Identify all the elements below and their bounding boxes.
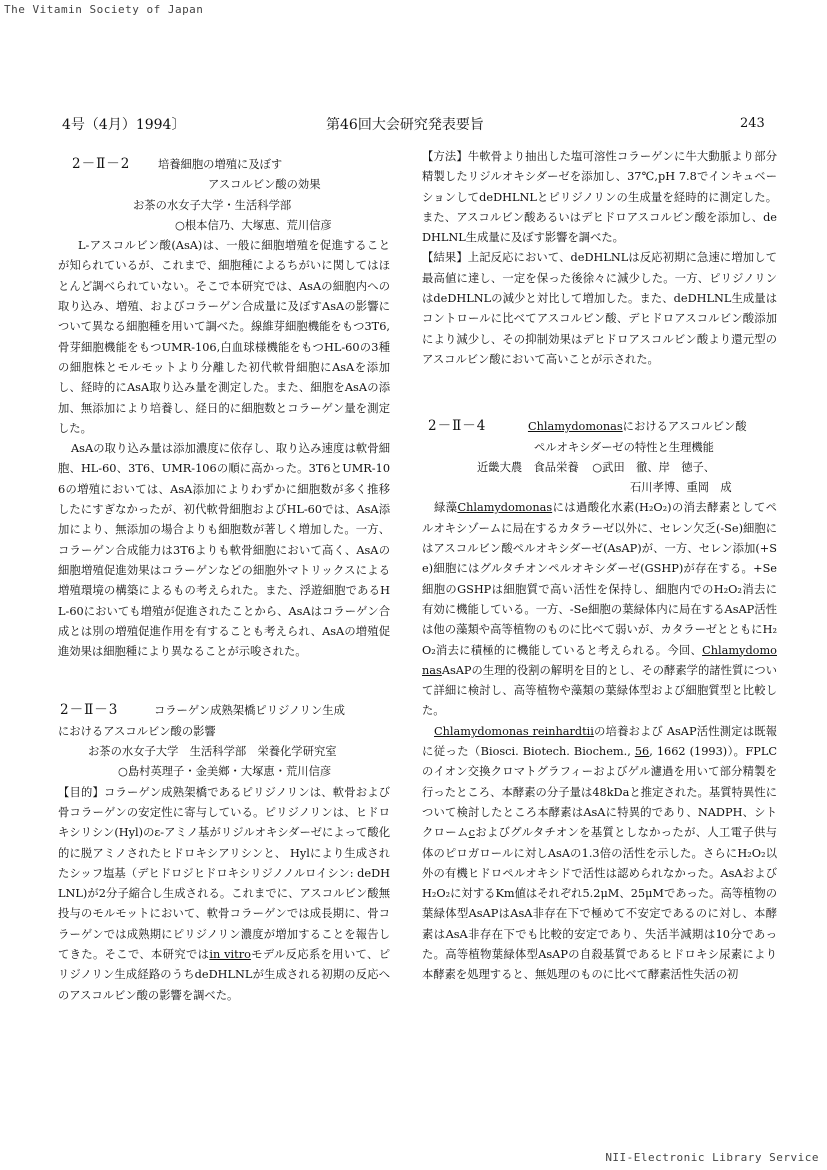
paragraph-text: には過酸化水素(H₂O₂)の消去酵素としてペルオキシゾームに局在するカタラーゼ以外に、セレン欠乏(-Se)細胞にはアスコルビン酸ペルオキシダーゼ(AsAP)が、一方、セレン添加(+Se)細胞にはグルタチオンペルオキシダーゼ(GSHP)が存在する。+Se細胞のGSHPは細胞質で高い活性を保持し、細胞内でのH₂O₂消去に有効に機能している。一方、-Se細胞の葉緑体内に局在するAsAP活性は他の藻類や高等植物のものに比べて弱いが、カタラーゼとともにH₂O₂消去に積極的に機能していると考えられる。今回、: [422, 501, 777, 657]
page-number: 243: [740, 116, 765, 131]
abstract-paragraph: 【結果】上記反応において、deDHLNLは反応初期に急速に増加して最高値に達し、一定を保った後徐々に減少した。一方、ピリジノリンはdeDHLNLの減少と対比して増加した。また、deDHLNL生成量はコントロールに比べてアスコルビン酸、デヒドロアスコルビン酸添加により減少し、その抑制効果はデヒドロアスコルビン酸より還元型のアスコルビン酸において高いことが示された。: [422, 251, 777, 366]
issue-header: 4号（4月）1994〕: [62, 117, 186, 133]
top-banner: The Vitamin Society of Japan: [4, 3, 204, 16]
affiliation: お茶の水女子大学・生活科学部: [133, 198, 292, 212]
paragraph-text: 【目的】コラーゲン成熟架橋であるピリジノリンは、軟骨および骨コラーゲンの安定性に寄与している。ピリジノリンは、ヒドロキシリシン(Hyl)のε-アミノ基がリジルオキシダーゼによって酸化的に脱アミノされたヒドロキシアリシンと、 Hylにより生成されたシッフ塩基（デヒドロジヒドロキシリジノノルロイシン: deDHLNL)が2分子縮合し生成される。これまでに、アスコルビン酸無投与のモルモットにおいて、軟骨コラーゲンでは成長期に、骨コラーゲンでは成熟期にピリジノリン濃度が増加することを報告してきた。そこで、本研究では: [58, 785, 390, 961]
left-column: [58, 154, 390, 1006]
abstract-title: におけるアスコルビン酸: [622, 420, 747, 434]
journal-header: 第46回大会研究発表要旨: [326, 117, 484, 133]
abstract-2-II-2: [58, 154, 390, 662]
abstract-number: 2－Ⅱ－2: [72, 156, 131, 172]
abstract-number: 2－Ⅱ－3: [60, 702, 119, 719]
abstract-paragraph: 【方法】牛軟骨より抽出した塩可溶性コラーゲンに牛大動脈より部分精製したリジルオキシダーゼを添加し、37℃,pH 7.8でインキュベーションしてdeDHLNLとピリジノリンの生成量を経時的に測定した。また、アスコルビン酸あるいはデヒドロアスコルビン酸を添加し、deDHLNL生成量に及ぼす影響を調べた。: [422, 150, 777, 245]
abstract-title-line-1: [422, 416, 777, 437]
right-column: [422, 147, 777, 986]
abstract-title-line-1: [58, 154, 390, 175]
abstract-title: コラーゲン成熟架橋ピリジノリン生成: [153, 704, 345, 718]
species-name: Chlamydomonas: [527, 420, 623, 434]
abstract-title: 培養細胞の増殖に及ぼす: [157, 158, 283, 171]
paragraph-text: モデル反応系を用いて、ピリジノリン生成経路のうちdeDHLNLが生成される初期の反応へのアスコルビン酸の影響を調べた。: [58, 947, 390, 1002]
volume-number: 56: [634, 745, 650, 759]
abstract-2-II-4: [422, 416, 777, 985]
abstract-title-line-2: アスコルビン酸の効果: [208, 178, 321, 192]
authors: ○根本信乃、大塚恵、荒川信彦: [175, 218, 332, 232]
abstract-title-line-1: [58, 700, 390, 721]
species-name: Chlamydomonas reinhardtii: [434, 724, 594, 738]
abstract-title-line-2: ペルオキシダーゼの特性と生理機能: [534, 440, 714, 454]
bottom-banner: NII-Electronic Library Service: [605, 1151, 819, 1164]
abstract-2-II-3: [58, 700, 390, 1005]
affiliation-line: [422, 458, 777, 478]
affiliation: 近畿大農 食品栄養: [477, 460, 579, 474]
abstract-paragraph: [422, 498, 777, 721]
paragraph-text: AsAPの生理的役割の解明を目的とし、その酵素学的諸性質について詳細に検討し、高等植物や藻類の葉緑体型および細胞質型と比較した。: [422, 663, 777, 718]
abstract-paragraph: L-アスコルビン酸(AsA)は、一般に細胞増殖を促進することが知られているが、これまで、細胞種によるちがいに関してはほとんど調べられていない。そこで本研究では、AsAの細胞内への取り込み、増殖、およびコラーゲン合成量に及ぼすAsAの影響について異なる細胞種を用いて調べた。線維芽細胞機能をもつ3T6,骨芽細胞機能をもつUMR-106,白血球様機能をもつHL-60の3種の細胞株とモルモットより分離した初代軟骨細胞にAsAを添加し、経時的にAsA取り込み量を測定した。また、細胞をAsAの添加、無添加により培養し、経日的に細胞数とコラーゲン量を測定した。: [58, 239, 390, 435]
abstract-number: 2－Ⅱ－4: [428, 418, 487, 435]
species-name: Chlamydomonas: [422, 643, 777, 677]
paragraph-text: およびグルタチオンを基質としなかったが、人工電子供与体のピロガロールに対しAsAの1.3倍の活性を示した。さらにH₂O₂以外の有機ヒドロペルオキシドで活性は認められなかった。AsAおよびH₂O₂に対するKm値はそれぞれ5.2μM、25μMであった。高等植物の葉緑体型AsAPはAsA非存在下で極めて不安定であるのに対し、本酵素はAsA非存在下でも比較的安定であり、失活半減期は10分であった。高等植物葉緑体型AsAPの自殺基質であるヒドロキシ尿素により本酵素を処理すると、無処理のものに比べて酵素活性失活の初: [422, 826, 777, 982]
italic-term: in vitro: [209, 947, 251, 961]
cytochrome-letter: c: [468, 826, 475, 840]
authors: ○島村英理子・金美鄉・大塚恵・荒川信彦: [118, 765, 332, 779]
paragraph-text: , 1662 (1993)）。FPLCのイオン交換クロマトグラフィーおよびゲル濾過を用いて部分精製を行ったところ、本酵素の分子量は48kDaと推定された。基質特異性について検討したところ本酵素はAsAに特異的であり、NADPH、シトクローム: [422, 745, 777, 840]
abstract-paragraph: [422, 722, 777, 986]
authors: 石川孝博、重岡 成: [630, 481, 732, 495]
authors: ○武田 徹、岸 徳子、: [592, 460, 716, 474]
paragraph-text: の培養および AsAP活性測定は既報に従った（Biosci. Biotech. Biochem.,: [422, 724, 777, 759]
abstract-paragraph: [58, 783, 390, 1006]
abstract-paragraph: AsAの取り込み量は添加濃度に依存し、取り込み速度は軟骨細胞、HL-60、3T6、UMR-106の順に高かった。3T6とUMR-106の増殖においては、AsA添加によりわずかに細胞数が多く推移したにすぎなかったが、初代軟骨細胞およびHL-60では、AsA添加により、無添加の場合よりも細胞数が著しく増加した。一方、コラーゲン合成能力は3T6よりも軟骨細胞において高く、AsAの細胞増殖促進効果はコラーゲンなどの細胞外マトリックスによる増殖環境の構築によるもの考えられた。また、浮遊細胞であるHL-60においても増殖が促進されたことから、AsAはコラーゲン合成とは別の増殖促進作用を有することも考えられ、AsAの増殖促進効果は細胞種により異なることが示唆された。: [58, 442, 390, 659]
paragraph-text: 緑藻: [434, 501, 458, 515]
affiliation: お茶の水女子大学 生活科学部 栄養化学研究室: [88, 745, 337, 759]
abstract-title-line-2: におけるアスコルビン酸の影響: [58, 724, 216, 738]
species-name: Chlamydomonas: [457, 501, 553, 515]
